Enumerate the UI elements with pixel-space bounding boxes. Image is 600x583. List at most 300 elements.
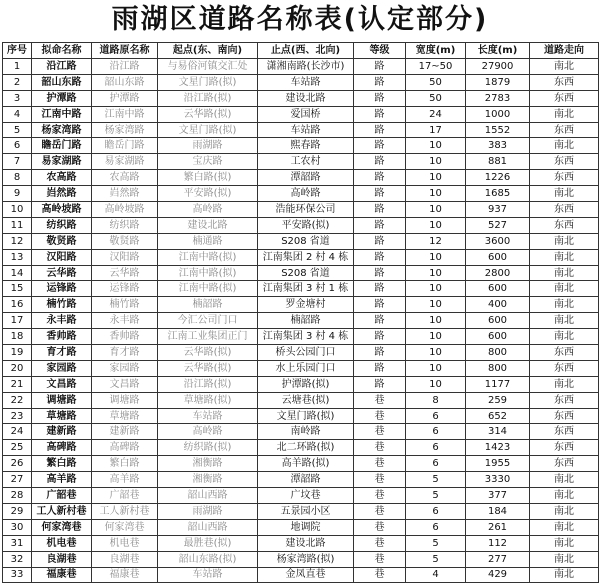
table-row bbox=[3, 408, 599, 424]
cell-length: 1423 bbox=[466, 440, 530, 456]
cell-end-point: 工农村 bbox=[258, 154, 354, 170]
cell-proposed-name: 良湖巷 bbox=[32, 551, 92, 567]
cell-width: 5 bbox=[406, 472, 466, 488]
cell-proposed-name: 文昌路 bbox=[32, 376, 92, 392]
cell-start-point: 韶山西路 bbox=[158, 488, 258, 504]
cell-end-point: 熙春路 bbox=[258, 138, 354, 154]
table-row bbox=[3, 186, 599, 202]
table-row bbox=[3, 345, 599, 361]
cell-original-name: 云华路 bbox=[92, 265, 158, 281]
cell-start-point: 车站路 bbox=[158, 408, 258, 424]
cell-grade: 巷 bbox=[354, 535, 406, 551]
table-header-row bbox=[3, 43, 599, 59]
cell-original-name: 高碑路 bbox=[92, 440, 158, 456]
cell-grade: 路 bbox=[354, 122, 406, 138]
cell-start-point: 文星门路(拟) bbox=[158, 122, 258, 138]
cell-seq: 4 bbox=[3, 106, 32, 122]
cell-direction: 东西 bbox=[530, 360, 599, 376]
cell-end-point: 车站路 bbox=[258, 74, 354, 90]
page-title: 雨湖区道路名称表(认定部分) bbox=[111, 4, 489, 35]
cell-seq: 10 bbox=[3, 202, 32, 218]
cell-proposed-name: 纺织路 bbox=[32, 217, 92, 233]
cell-proposed-name: 护潭路 bbox=[32, 90, 92, 106]
cell-width: 10 bbox=[406, 345, 466, 361]
cell-end-point: 高羊路(拟) bbox=[258, 456, 354, 472]
cell-proposed-name: 高碑路 bbox=[32, 440, 92, 456]
cell-proposed-name: 汉阳路 bbox=[32, 249, 92, 265]
cell-seq: 3 bbox=[3, 90, 32, 106]
cell-length: 1000 bbox=[466, 106, 530, 122]
cell-length: 27900 bbox=[466, 59, 530, 75]
cell-proposed-name: 工人新村巷 bbox=[32, 503, 92, 519]
cell-length: 259 bbox=[466, 392, 530, 408]
cell-grade: 路 bbox=[354, 360, 406, 376]
cell-proposed-name: 香帅路 bbox=[32, 329, 92, 345]
cell-end-point: 五景园小区 bbox=[258, 503, 354, 519]
cell-start-point: 沿江路(拟) bbox=[158, 376, 258, 392]
cell-original-name: 敬贤路 bbox=[92, 233, 158, 249]
cell-start-point: 宝庆路 bbox=[158, 154, 258, 170]
cell-proposed-name: 草塘路 bbox=[32, 408, 92, 424]
cell-start-point: 韶山东路(拟) bbox=[158, 551, 258, 567]
cell-original-name: 沿江路 bbox=[92, 59, 158, 75]
cell-original-name: 香帅路 bbox=[92, 329, 158, 345]
cell-width: 10 bbox=[406, 217, 466, 233]
cell-seq: 28 bbox=[3, 488, 32, 504]
cell-grade: 巷 bbox=[354, 519, 406, 535]
header-width: 宽度(m) bbox=[406, 43, 466, 59]
cell-original-name: 建新路 bbox=[92, 424, 158, 440]
header-end-point: 止点(西、北向) bbox=[258, 43, 354, 59]
cell-width: 5 bbox=[406, 535, 466, 551]
cell-length: 2800 bbox=[466, 265, 530, 281]
table-row bbox=[3, 217, 599, 233]
cell-end-point: 护潭路(拟) bbox=[258, 376, 354, 392]
cell-direction: 南北 bbox=[530, 313, 599, 329]
cell-start-point: 雨湖路 bbox=[158, 503, 258, 519]
cell-width: 10 bbox=[406, 202, 466, 218]
table-row bbox=[3, 503, 599, 519]
cell-start-point: 纺织路(拟) bbox=[158, 440, 258, 456]
cell-direction: 南北 bbox=[530, 551, 599, 567]
cell-grade: 路 bbox=[354, 249, 406, 265]
cell-seq: 29 bbox=[3, 503, 32, 519]
cell-direction: 东西 bbox=[530, 74, 599, 90]
cell-original-name: 护潭路 bbox=[92, 90, 158, 106]
cell-seq: 26 bbox=[3, 456, 32, 472]
cell-proposed-name: 福康巷 bbox=[32, 567, 92, 583]
cell-grade: 巷 bbox=[354, 424, 406, 440]
header-direction: 道路走向 bbox=[530, 43, 599, 59]
cell-grade: 路 bbox=[354, 138, 406, 154]
cell-seq: 21 bbox=[3, 376, 32, 392]
cell-original-name: 高羊路 bbox=[92, 472, 158, 488]
cell-proposed-name: 韶山东路 bbox=[32, 74, 92, 90]
cell-length: 429 bbox=[466, 567, 530, 583]
cell-width: 10 bbox=[406, 297, 466, 313]
cell-length: 400 bbox=[466, 297, 530, 313]
cell-width: 12 bbox=[406, 233, 466, 249]
table-row bbox=[3, 472, 599, 488]
cell-end-point: 南岭路 bbox=[258, 424, 354, 440]
cell-width: 10 bbox=[406, 138, 466, 154]
cell-original-name: 楠竹路 bbox=[92, 297, 158, 313]
cell-width: 8 bbox=[406, 392, 466, 408]
cell-length: 527 bbox=[466, 217, 530, 233]
cell-seq: 9 bbox=[3, 186, 32, 202]
cell-width: 17~50 bbox=[406, 59, 466, 75]
cell-original-name: 家园路 bbox=[92, 360, 158, 376]
cell-grade: 路 bbox=[354, 90, 406, 106]
cell-proposed-name: 广韶巷 bbox=[32, 488, 92, 504]
cell-seq: 7 bbox=[3, 154, 32, 170]
cell-length: 1226 bbox=[466, 170, 530, 186]
cell-start-point: 雨湖路 bbox=[158, 138, 258, 154]
table-row bbox=[3, 249, 599, 265]
cell-grade: 路 bbox=[354, 74, 406, 90]
cell-proposed-name: 何家湾巷 bbox=[32, 519, 92, 535]
cell-seq: 1 bbox=[3, 59, 32, 75]
cell-grade: 巷 bbox=[354, 408, 406, 424]
cell-length: 600 bbox=[466, 249, 530, 265]
table-row bbox=[3, 440, 599, 456]
cell-start-point: 云华路(拟) bbox=[158, 106, 258, 122]
cell-width: 10 bbox=[406, 186, 466, 202]
table-row bbox=[3, 488, 599, 504]
cell-original-name: 福康巷 bbox=[92, 567, 158, 583]
cell-original-name: 高岭坡路 bbox=[92, 202, 158, 218]
table-row bbox=[3, 297, 599, 313]
cell-length: 937 bbox=[466, 202, 530, 218]
cell-seq: 13 bbox=[3, 249, 32, 265]
cell-length: 800 bbox=[466, 345, 530, 361]
cell-length: 1177 bbox=[466, 376, 530, 392]
cell-width: 6 bbox=[406, 519, 466, 535]
cell-width: 10 bbox=[406, 313, 466, 329]
header-proposed-name: 拟命名称 bbox=[32, 43, 92, 59]
cell-end-point: 江南集团 2 村 4 栋 bbox=[258, 249, 354, 265]
cell-grade: 路 bbox=[354, 202, 406, 218]
cell-end-point: 潭韶路 bbox=[258, 170, 354, 186]
cell-proposed-name: 建新路 bbox=[32, 424, 92, 440]
cell-direction: 南北 bbox=[530, 535, 599, 551]
cell-seq: 32 bbox=[3, 551, 32, 567]
cell-width: 24 bbox=[406, 106, 466, 122]
cell-direction: 南北 bbox=[530, 281, 599, 297]
cell-length: 112 bbox=[466, 535, 530, 551]
cell-width: 4 bbox=[406, 567, 466, 583]
cell-end-point: 桥头公园门口 bbox=[258, 345, 354, 361]
cell-length: 261 bbox=[466, 519, 530, 535]
table-row bbox=[3, 106, 599, 122]
cell-length: 314 bbox=[466, 424, 530, 440]
table-row bbox=[3, 456, 599, 472]
cell-end-point: 车站路 bbox=[258, 122, 354, 138]
cell-grade: 路 bbox=[354, 154, 406, 170]
cell-start-point: 云华路(拟) bbox=[158, 360, 258, 376]
cell-direction: 南北 bbox=[530, 488, 599, 504]
cell-length: 184 bbox=[466, 503, 530, 519]
cell-length: 600 bbox=[466, 281, 530, 297]
cell-end-point: 高岭路 bbox=[258, 186, 354, 202]
cell-original-name: 繁白路 bbox=[92, 456, 158, 472]
cell-direction: 东西 bbox=[530, 456, 599, 472]
cell-seq: 31 bbox=[3, 535, 32, 551]
cell-direction: 南北 bbox=[530, 186, 599, 202]
cell-direction: 东西 bbox=[530, 345, 599, 361]
cell-start-point: 建设北路 bbox=[158, 217, 258, 233]
cell-end-point: 平安路(拟) bbox=[258, 217, 354, 233]
cell-end-point: S208 省道 bbox=[258, 265, 354, 281]
cell-direction: 南北 bbox=[530, 472, 599, 488]
cell-proposed-name: 家园路 bbox=[32, 360, 92, 376]
cell-grade: 巷 bbox=[354, 488, 406, 504]
cell-direction: 南北 bbox=[530, 329, 599, 345]
cell-start-point: 江南工业集团正门 bbox=[158, 329, 258, 345]
table-row bbox=[3, 313, 599, 329]
cell-start-point: 沿江路(拟) bbox=[158, 90, 258, 106]
table-row bbox=[3, 170, 599, 186]
cell-grade: 路 bbox=[354, 186, 406, 202]
cell-length: 377 bbox=[466, 488, 530, 504]
cell-grade: 路 bbox=[354, 329, 406, 345]
header-grade: 等级 bbox=[354, 43, 406, 59]
table-row bbox=[3, 360, 599, 376]
cell-length: 1879 bbox=[466, 74, 530, 90]
cell-width: 10 bbox=[406, 265, 466, 281]
cell-proposed-name: 杨家湾路 bbox=[32, 122, 92, 138]
cell-original-name: 工人新村巷 bbox=[92, 503, 158, 519]
table-row bbox=[3, 202, 599, 218]
table-row bbox=[3, 329, 599, 345]
cell-grade: 路 bbox=[354, 313, 406, 329]
cell-seq: 27 bbox=[3, 472, 32, 488]
cell-direction: 东西 bbox=[530, 392, 599, 408]
cell-seq: 22 bbox=[3, 392, 32, 408]
cell-original-name: 汉阳路 bbox=[92, 249, 158, 265]
cell-length: 1955 bbox=[466, 456, 530, 472]
cell-direction: 南北 bbox=[530, 233, 599, 249]
cell-proposed-name: 高羊路 bbox=[32, 472, 92, 488]
cell-direction: 南北 bbox=[530, 519, 599, 535]
table-row bbox=[3, 424, 599, 440]
cell-proposed-name: 运锋路 bbox=[32, 281, 92, 297]
cell-original-name: 广韶巷 bbox=[92, 488, 158, 504]
cell-width: 10 bbox=[406, 376, 466, 392]
cell-direction: 东西 bbox=[530, 424, 599, 440]
cell-grade: 巷 bbox=[354, 392, 406, 408]
table-row bbox=[3, 233, 599, 249]
cell-start-point: 高岭路 bbox=[158, 202, 258, 218]
cell-grade: 路 bbox=[354, 281, 406, 297]
cell-start-point: 江南中路(拟) bbox=[158, 265, 258, 281]
cell-width: 6 bbox=[406, 440, 466, 456]
cell-grade: 路 bbox=[354, 265, 406, 281]
cell-direction: 东西 bbox=[530, 154, 599, 170]
table-row bbox=[3, 122, 599, 138]
cell-length: 800 bbox=[466, 360, 530, 376]
cell-direction: 南北 bbox=[530, 249, 599, 265]
cell-width: 6 bbox=[406, 424, 466, 440]
cell-seq: 18 bbox=[3, 329, 32, 345]
cell-proposed-name: 楠竹路 bbox=[32, 297, 92, 313]
cell-end-point: 建设北路 bbox=[258, 535, 354, 551]
cell-seq: 24 bbox=[3, 424, 32, 440]
cell-direction: 东西 bbox=[530, 170, 599, 186]
cell-original-name: 调塘路 bbox=[92, 392, 158, 408]
cell-direction: 南北 bbox=[530, 297, 599, 313]
cell-direction: 南北 bbox=[530, 503, 599, 519]
cell-grade: 路 bbox=[354, 233, 406, 249]
cell-start-point: 湘衡路 bbox=[158, 456, 258, 472]
cell-length: 1685 bbox=[466, 186, 530, 202]
cell-length: 3600 bbox=[466, 233, 530, 249]
cell-proposed-name: 永丰路 bbox=[32, 313, 92, 329]
cell-proposed-name: 调塘路 bbox=[32, 392, 92, 408]
cell-grade: 路 bbox=[354, 297, 406, 313]
table-row bbox=[3, 265, 599, 281]
cell-original-name: 文昌路 bbox=[92, 376, 158, 392]
cell-seq: 5 bbox=[3, 122, 32, 138]
cell-proposed-name: 易家湖路 bbox=[32, 154, 92, 170]
cell-length: 1552 bbox=[466, 122, 530, 138]
cell-start-point: 今汇公司门口 bbox=[158, 313, 258, 329]
cell-grade: 路 bbox=[354, 106, 406, 122]
cell-seq: 15 bbox=[3, 281, 32, 297]
cell-seq: 12 bbox=[3, 233, 32, 249]
cell-grade: 巷 bbox=[354, 456, 406, 472]
cell-direction: 东西 bbox=[530, 202, 599, 218]
cell-proposed-name: 云华路 bbox=[32, 265, 92, 281]
cell-grade: 巷 bbox=[354, 503, 406, 519]
cell-start-point: 车站路 bbox=[158, 567, 258, 583]
cell-seq: 14 bbox=[3, 265, 32, 281]
header-length: 长度(m) bbox=[466, 43, 530, 59]
cell-length: 600 bbox=[466, 329, 530, 345]
cell-grade: 巷 bbox=[354, 440, 406, 456]
cell-seq: 17 bbox=[3, 313, 32, 329]
cell-start-point: 与易俗河镇交汇处 bbox=[158, 59, 258, 75]
cell-original-name: 良湖巷 bbox=[92, 551, 158, 567]
cell-length: 3330 bbox=[466, 472, 530, 488]
cell-length: 2783 bbox=[466, 90, 530, 106]
cell-original-name: 育才路 bbox=[92, 345, 158, 361]
cell-direction: 南北 bbox=[530, 567, 599, 583]
road-names-table bbox=[2, 42, 599, 583]
cell-start-point: 江南中路(拟) bbox=[158, 249, 258, 265]
table-row bbox=[3, 567, 599, 583]
table-row bbox=[3, 154, 599, 170]
cell-seq: 6 bbox=[3, 138, 32, 154]
cell-start-point: 韶山西路 bbox=[158, 519, 258, 535]
cell-original-name: 易家湖路 bbox=[92, 154, 158, 170]
cell-direction: 南北 bbox=[530, 59, 599, 75]
cell-grade: 路 bbox=[354, 217, 406, 233]
cell-seq: 30 bbox=[3, 519, 32, 535]
cell-width: 5 bbox=[406, 551, 466, 567]
cell-direction: 东西 bbox=[530, 90, 599, 106]
cell-grade: 路 bbox=[354, 170, 406, 186]
cell-start-point: 湘衡路 bbox=[158, 472, 258, 488]
cell-direction: 东西 bbox=[530, 122, 599, 138]
header-original-name: 道路原名称 bbox=[92, 43, 158, 59]
cell-start-point: 文星门路(拟) bbox=[158, 74, 258, 90]
table-row bbox=[3, 138, 599, 154]
cell-width: 6 bbox=[406, 408, 466, 424]
cell-direction: 东西 bbox=[530, 408, 599, 424]
cell-start-point: 平安路(拟) bbox=[158, 186, 258, 202]
cell-proposed-name: 敬贤路 bbox=[32, 233, 92, 249]
cell-direction: 南北 bbox=[530, 265, 599, 281]
cell-original-name: 草塘路 bbox=[92, 408, 158, 424]
cell-seq: 16 bbox=[3, 297, 32, 313]
cell-grade: 路 bbox=[354, 376, 406, 392]
cell-length: 600 bbox=[466, 313, 530, 329]
cell-start-point: 江南中路(拟) bbox=[158, 281, 258, 297]
table-row bbox=[3, 551, 599, 567]
cell-width: 17 bbox=[406, 122, 466, 138]
cell-length: 277 bbox=[466, 551, 530, 567]
cell-start-point: 最胜巷(拟) bbox=[158, 535, 258, 551]
cell-end-point: 楠韶路 bbox=[258, 313, 354, 329]
cell-proposed-name: 岿然路 bbox=[32, 186, 92, 202]
cell-seq: 8 bbox=[3, 170, 32, 186]
cell-original-name: 机电巷 bbox=[92, 535, 158, 551]
cell-seq: 11 bbox=[3, 217, 32, 233]
cell-start-point: 楠韶路 bbox=[158, 297, 258, 313]
cell-width: 10 bbox=[406, 170, 466, 186]
cell-original-name: 农高路 bbox=[92, 170, 158, 186]
table-row bbox=[3, 392, 599, 408]
cell-width: 10 bbox=[406, 249, 466, 265]
cell-grade: 路 bbox=[354, 345, 406, 361]
header-seq: 序号 bbox=[3, 43, 32, 59]
cell-end-point: S208 省道 bbox=[258, 233, 354, 249]
cell-end-point: 爱国桥 bbox=[258, 106, 354, 122]
cell-proposed-name: 高岭坡路 bbox=[32, 202, 92, 218]
cell-direction: 南北 bbox=[530, 106, 599, 122]
cell-end-point: 文星门路(拟) bbox=[258, 408, 354, 424]
table-row bbox=[3, 519, 599, 535]
cell-original-name: 永丰路 bbox=[92, 313, 158, 329]
cell-end-point: 潭韶路 bbox=[258, 472, 354, 488]
cell-grade: 路 bbox=[354, 59, 406, 75]
cell-original-name: 韶山东路 bbox=[92, 74, 158, 90]
cell-original-name: 岿然路 bbox=[92, 186, 158, 202]
table-row bbox=[3, 59, 599, 75]
cell-original-name: 纺织路 bbox=[92, 217, 158, 233]
cell-direction: 南北 bbox=[530, 138, 599, 154]
table-row bbox=[3, 376, 599, 392]
table-row bbox=[3, 535, 599, 551]
cell-original-name: 运锋路 bbox=[92, 281, 158, 297]
header-start-point: 起点(东、南向) bbox=[158, 43, 258, 59]
cell-proposed-name: 机电巷 bbox=[32, 535, 92, 551]
cell-proposed-name: 繁白路 bbox=[32, 456, 92, 472]
cell-proposed-name: 农高路 bbox=[32, 170, 92, 186]
cell-width: 50 bbox=[406, 90, 466, 106]
cell-width: 10 bbox=[406, 281, 466, 297]
cell-end-point: 浩能环保公司 bbox=[258, 202, 354, 218]
cell-width: 6 bbox=[406, 456, 466, 472]
cell-width: 50 bbox=[406, 74, 466, 90]
cell-direction: 南北 bbox=[530, 376, 599, 392]
cell-length: 881 bbox=[466, 154, 530, 170]
cell-seq: 20 bbox=[3, 360, 32, 376]
cell-grade: 巷 bbox=[354, 472, 406, 488]
cell-end-point: 杨家湾路(拟) bbox=[258, 551, 354, 567]
cell-width: 10 bbox=[406, 154, 466, 170]
